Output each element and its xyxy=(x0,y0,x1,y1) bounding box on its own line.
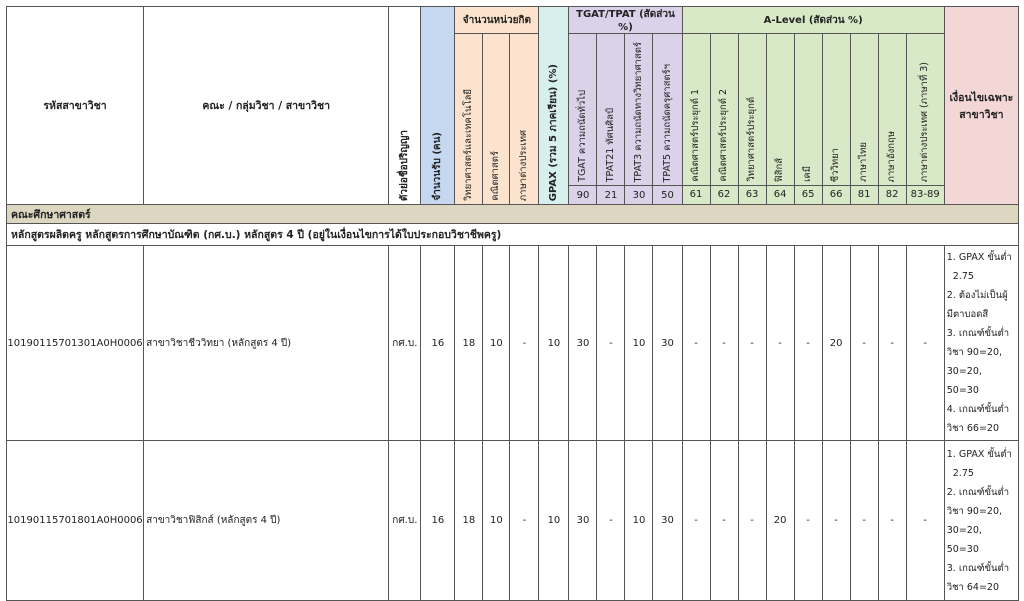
alevel-cell: - xyxy=(794,246,822,441)
alevel-cell: - xyxy=(710,441,738,601)
header-program: คณะ / กลุ่มวิชา / สาขาวิชา xyxy=(144,7,389,205)
program-name: สาขาวิชาชีววิทยา (หลักสูตร 4 ปี) xyxy=(144,246,389,441)
alevel-code-62: 62 xyxy=(711,185,738,204)
condition-line: วิชา 66=20 xyxy=(946,423,1000,434)
alevel-cell: - xyxy=(710,246,738,441)
alevel-cell: 20 xyxy=(822,246,850,441)
header-degree: ตัวย่อชื่อปริญญา xyxy=(389,7,421,205)
header-alevel-63: วิทยาศาสตร์ประยุกต์ 63 xyxy=(738,34,766,205)
credit-cell: 10 xyxy=(483,246,510,441)
tgat-cell: 30 xyxy=(653,441,682,601)
header-alevel-83-89: ภาษาต่างประเทศ (ภาษาที่ 3) 83-89 xyxy=(906,34,944,205)
gpax-cell: 10 xyxy=(539,441,569,601)
alevel-code-65: 65 xyxy=(795,185,822,204)
alevel-cell: - xyxy=(878,246,906,441)
condition-line: 2.75 xyxy=(952,271,974,282)
alevel-cell: - xyxy=(878,441,906,601)
alevel-code-82: 82 xyxy=(879,185,906,204)
alevel-cell: - xyxy=(682,441,710,601)
header-tpat-50: TPAT5 ความถนัดครุศาสตร์ฯ xyxy=(653,34,682,186)
tgat-cell: 30 xyxy=(653,246,682,441)
header-alevel-64: ฟิสิกส์ 64 xyxy=(766,34,794,205)
tgat-cell: 30 xyxy=(569,441,597,601)
alevel-code-83-89: 83-89 xyxy=(907,185,944,204)
tgat-cell: 10 xyxy=(625,246,653,441)
condition-line: 1. GPAX ขั้นต่ำ xyxy=(946,448,1012,460)
admission-criteria-table xyxy=(6,6,1019,601)
condition-line: 2. เกณฑ์ขั้นต่ำ xyxy=(946,486,1010,498)
header-alevel-81: ภาษาไทย 81 xyxy=(850,34,878,205)
condition-line: 30=20, 50=30 xyxy=(946,524,982,555)
alevel-cell: - xyxy=(906,246,944,441)
alevel-code-81: 81 xyxy=(851,185,878,204)
condition-line: วิชา 64=20 xyxy=(946,581,1000,593)
header-credits-group: จำนวนหน่วยกิต xyxy=(455,7,539,34)
header-tgat-90: TGAT ความถนัดทั่วไป xyxy=(569,34,597,186)
condition-line: 2.75 xyxy=(952,467,974,479)
tgat-cell: 30 xyxy=(569,246,597,441)
alevel-code-61: 61 xyxy=(683,185,710,204)
alevel-cell: - xyxy=(682,246,710,441)
program-name: สาขาวิชาฟิสิกส์ (หลักสูตร 4 ปี) xyxy=(144,441,389,601)
credit-cell: 18 xyxy=(455,441,483,601)
header-credit-lang: ภาษาต่างประเทศ xyxy=(510,34,539,205)
header-gpax: GPAX (รวม 5 ภาคเรียน) (%) xyxy=(539,7,569,205)
alevel-code-66: 66 xyxy=(823,185,850,204)
alevel-cell: - xyxy=(906,441,944,601)
alevel-cell: - xyxy=(850,246,878,441)
header-tgat-group: TGAT/TPAT (สัดส่วน %) xyxy=(569,7,682,34)
tgat-code-30: 30 xyxy=(625,186,653,205)
alevel-cell: - xyxy=(822,441,850,601)
header-code: รหัสสาขาวิชา xyxy=(7,7,144,205)
credit-cell: - xyxy=(510,441,539,601)
condition-line: 1. GPAX ขั้นต่ำ xyxy=(946,252,1012,263)
alevel-code-63: 63 xyxy=(739,185,766,204)
alevel-cell: - xyxy=(766,246,794,441)
condition-line: 2. ต้องไม่เป็นผู้ xyxy=(946,290,1008,301)
header-credit-sci: วิทยาศาสตร์และเทคโนโลยี xyxy=(455,34,483,205)
tgat-code-50: 50 xyxy=(653,186,682,205)
faculty-row xyxy=(7,205,1019,224)
header-tpat-30: TPAT3 ความถนัดทางวิทยาศาสตร์ xyxy=(625,34,653,186)
alevel-cell: - xyxy=(738,441,766,601)
header-alevel-62: คณิตศาสตร์ประยุกต์ 2 62 xyxy=(710,34,738,205)
tgat-cell: - xyxy=(597,441,625,601)
credit-cell: 10 xyxy=(483,441,510,601)
tgat-code-90: 90 xyxy=(569,186,597,205)
credit-cell: - xyxy=(510,246,539,441)
curriculum-row xyxy=(7,224,1019,246)
faculty-name: คณะศึกษาศาสตร์ xyxy=(7,205,1019,224)
header-alevel-65: เคมี 65 xyxy=(794,34,822,205)
header-credit-math: คณิตศาสตร์ xyxy=(483,34,510,205)
tgat-cell: - xyxy=(597,246,625,441)
alevel-code-64: 64 xyxy=(767,185,794,204)
alevel-cell: - xyxy=(850,441,878,601)
condition-line: 30=20, 50=30 xyxy=(946,366,982,396)
program-code: 10190115701801A0H0006 xyxy=(7,441,144,601)
alevel-cell: 20 xyxy=(766,441,794,601)
tgat-code-21: 21 xyxy=(597,186,625,205)
gpax-cell: 10 xyxy=(539,246,569,441)
conditions-cell xyxy=(944,441,1018,601)
condition-line: มีตาบอดสี xyxy=(946,309,989,320)
condition-line: วิชา 90=20, xyxy=(946,347,1003,358)
header-quota: จำนวนรับ (คน) xyxy=(421,7,455,205)
quota-cell: 16 xyxy=(421,246,455,441)
degree-cell: กศ.บ. xyxy=(389,246,421,441)
header-alevel-61: คณิตศาสตร์ประยุกต์ 1 61 xyxy=(682,34,710,205)
header-alevel-66: ชีววิทยา 66 xyxy=(822,34,850,205)
degree-cell: กศ.บ. xyxy=(389,441,421,601)
credit-cell: 18 xyxy=(455,246,483,441)
header-tpat-21: TPAT21 ทัศนศิลป์ xyxy=(597,34,625,186)
header-alevel-group: A-Level (สัดส่วน %) xyxy=(682,7,944,34)
header-group-row xyxy=(7,7,1019,34)
alevel-cell: - xyxy=(738,246,766,441)
curriculum-name: หลักสูตรผลิตครู หลักสูตรการศึกษาบัณฑิต (กศ.บ.) หลักสูตร 4 ปี (อยู่ในเงื่อนไขการได้ใบประกอบวิชาชีพครู) xyxy=(7,224,1019,246)
conditions-cell xyxy=(944,246,1018,441)
tgat-cell: 10 xyxy=(625,441,653,601)
table-row xyxy=(7,441,1019,601)
header-conditions: เงื่อนไขเฉพาะสาขาวิชา xyxy=(944,7,1018,205)
quota-cell: 16 xyxy=(421,441,455,601)
condition-line: 3. เกณฑ์ขั้นต่ำ xyxy=(946,562,1010,574)
alevel-cell: - xyxy=(794,441,822,601)
condition-line: 4. เกณฑ์ขั้นต่ำ xyxy=(946,404,1010,415)
table-row xyxy=(7,246,1019,441)
condition-line: 3. เกณฑ์ขั้นต่ำ xyxy=(946,328,1010,339)
program-code: 10190115701301A0H0006 xyxy=(7,246,144,441)
header-alevel-82: ภาษาอังกฤษ 82 xyxy=(878,34,906,205)
condition-line: วิชา 90=20, xyxy=(946,505,1003,517)
